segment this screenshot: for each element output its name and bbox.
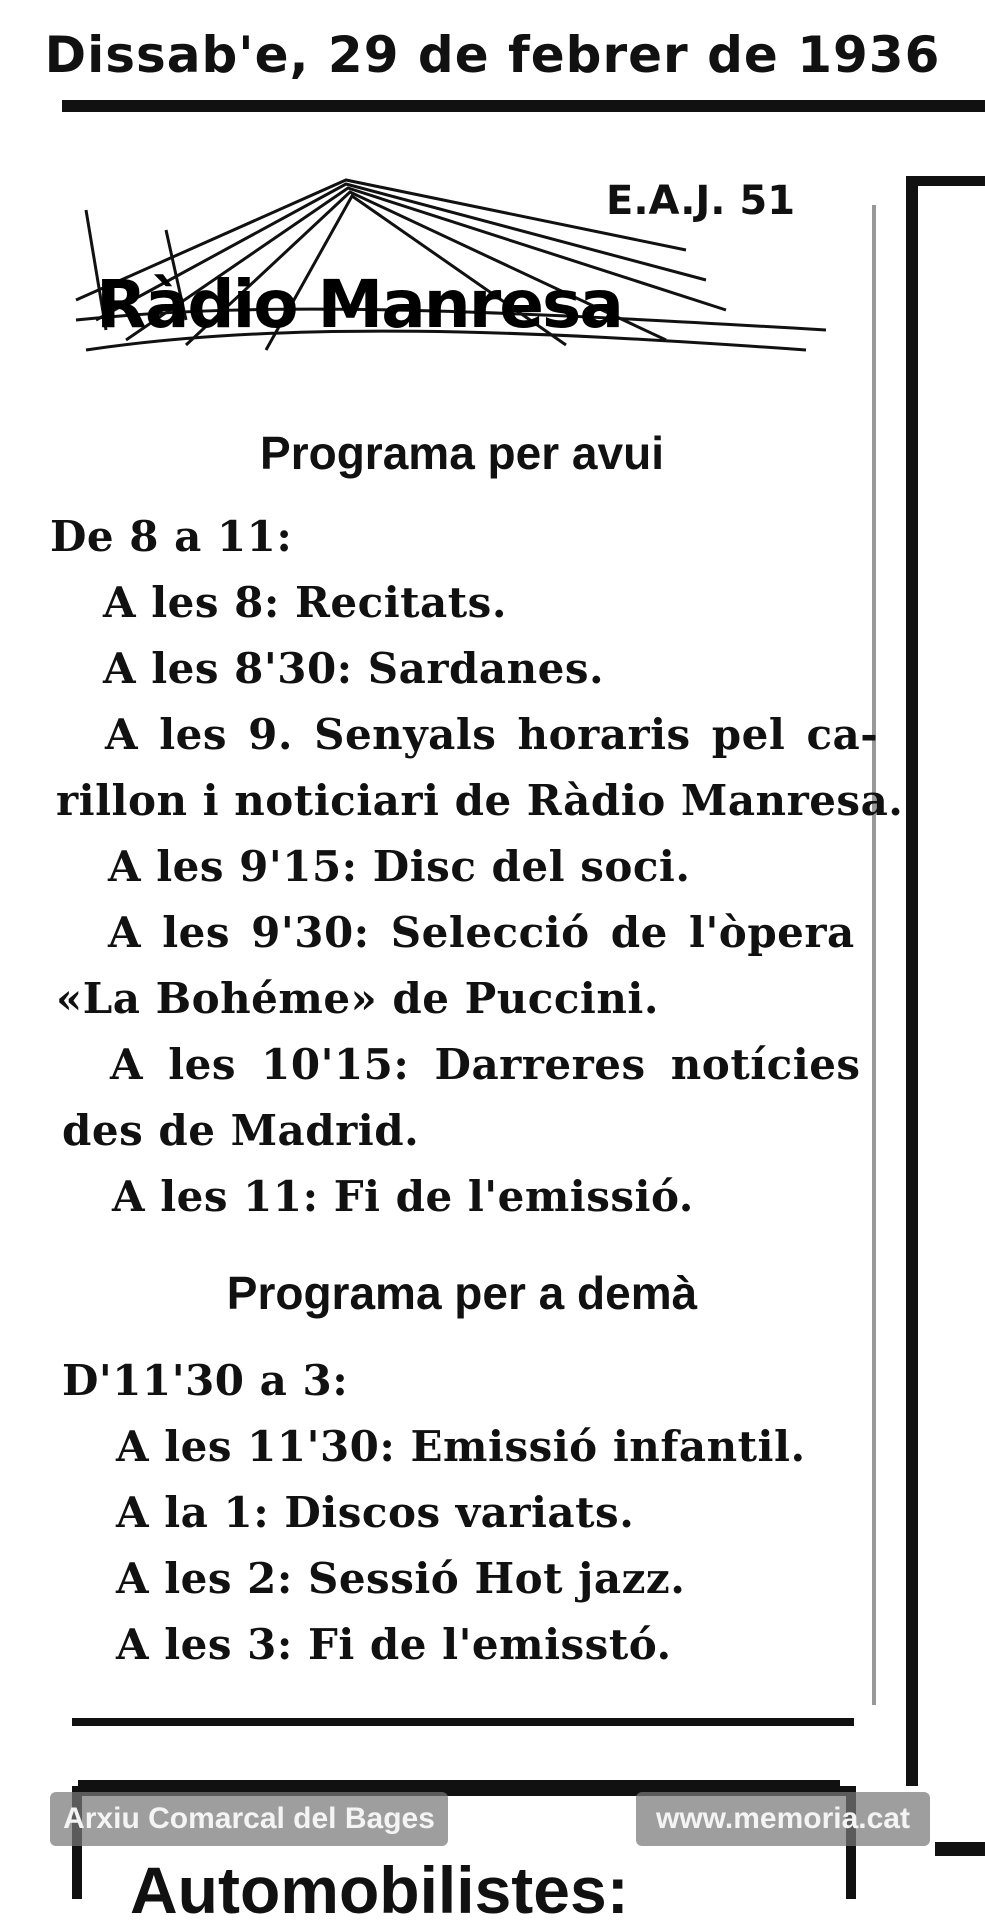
radio-logo bbox=[66, 170, 826, 370]
section-title-today: Programa per avui bbox=[260, 427, 664, 479]
program-item: A les 3: Fi de l'emisstó. bbox=[116, 1620, 672, 1669]
website-watermark[interactable]: www.memoria.cat bbox=[636, 1792, 930, 1846]
program-item-continuation: rillon i noticiari de Ràdio Manresa. bbox=[56, 776, 904, 825]
right-column-border bbox=[906, 176, 918, 1786]
page-date: Dissab'e, 29 de febrer de 1936 bbox=[44, 26, 941, 84]
program-item: A les 8: Recitats. bbox=[103, 578, 507, 627]
archive-watermark: Arxiu Comarcal del Bages bbox=[50, 1792, 448, 1846]
program-item: A les 9'15: Disc del soci. bbox=[108, 842, 691, 891]
time-range: De 8 a 11: bbox=[50, 512, 293, 561]
program-item: A les 11'30: Emissió infantil. bbox=[116, 1422, 806, 1471]
right-column-border-top bbox=[906, 176, 985, 186]
section-title-tomorrow: Programa per a demà bbox=[226, 1267, 698, 1319]
program-item: A les 9. Senyals horaris pel ca- bbox=[105, 710, 879, 759]
section-rule bbox=[72, 1718, 854, 1726]
right-column-rule bbox=[935, 1842, 985, 1856]
time-range: D'11'30 a 3: bbox=[62, 1356, 349, 1405]
program-item: A les 8'30: Sardanes. bbox=[103, 644, 605, 693]
program-item: A les 2: Sessió Hot jazz. bbox=[116, 1554, 686, 1603]
station-name: Ràdio Manresa bbox=[96, 266, 622, 343]
program-item: A la 1: Discos variats. bbox=[116, 1488, 635, 1537]
column-divider bbox=[872, 205, 876, 1705]
program-item: A les 10'15: Darreres notícies bbox=[110, 1040, 861, 1089]
program-item-continuation: «La Bohéme» de Puccini. bbox=[56, 974, 659, 1023]
program-item-continuation: des de Madrid. bbox=[62, 1106, 420, 1155]
header-rule bbox=[62, 100, 985, 112]
program-item: A les 9'30: Selecció de l'òpera bbox=[108, 908, 855, 957]
ad-title: Automobilistes: bbox=[130, 1853, 629, 1927]
program-item: A les 11: Fi de l'emissió. bbox=[112, 1172, 694, 1221]
station-callsign: E.A.J. 51 bbox=[606, 178, 796, 224]
